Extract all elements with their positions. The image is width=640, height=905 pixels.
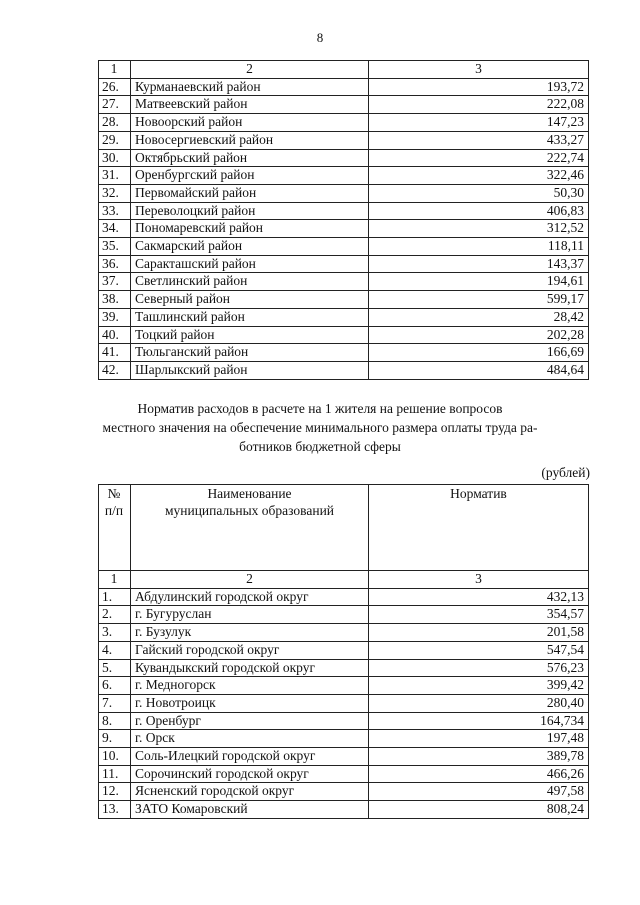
row-number: 32. bbox=[99, 184, 131, 202]
header-name-cell bbox=[131, 485, 369, 571]
row-name: Ясненский городской округ bbox=[131, 783, 369, 801]
row-number: 5. bbox=[99, 659, 131, 677]
column-number-1: 1 bbox=[99, 61, 131, 79]
table-row bbox=[99, 78, 589, 96]
row-name: Сорочинский городской округ bbox=[131, 765, 369, 783]
row-number: 36. bbox=[99, 255, 131, 273]
row-name: Новосергиевский район bbox=[131, 131, 369, 149]
row-value: 312,52 bbox=[369, 220, 589, 238]
row-name: Оренбургский район bbox=[131, 167, 369, 185]
row-name: Новоорский район bbox=[131, 114, 369, 132]
table-row bbox=[99, 238, 589, 256]
table-row bbox=[99, 361, 589, 379]
row-value: 28,42 bbox=[369, 308, 589, 326]
header-name-line: Наименование bbox=[207, 486, 292, 501]
row-name: г. Орск bbox=[131, 730, 369, 748]
row-number: 34. bbox=[99, 220, 131, 238]
table-row bbox=[99, 96, 589, 114]
row-value: 197,48 bbox=[369, 730, 589, 748]
row-number: 11. bbox=[99, 765, 131, 783]
table-row bbox=[99, 783, 589, 801]
page-number: 8 bbox=[316, 30, 324, 45]
table-row bbox=[99, 255, 589, 273]
row-name: Северный район bbox=[131, 291, 369, 309]
column-number-2: 2 bbox=[131, 61, 369, 79]
row-number: 31. bbox=[99, 167, 131, 185]
row-name: Курманаевский район bbox=[131, 78, 369, 96]
row-value: 222,08 bbox=[369, 96, 589, 114]
row-value: 484,64 bbox=[369, 361, 589, 379]
table-row bbox=[99, 167, 589, 185]
row-name: Тюльганский район bbox=[131, 344, 369, 362]
row-number: 1. bbox=[99, 588, 131, 606]
table-row bbox=[99, 624, 589, 642]
row-name: г. Оренбург bbox=[131, 712, 369, 730]
table-row bbox=[99, 308, 589, 326]
row-value: 193,72 bbox=[369, 78, 589, 96]
row-value: 202,28 bbox=[369, 326, 589, 344]
row-value: 222,74 bbox=[369, 149, 589, 167]
row-number: 39. bbox=[99, 308, 131, 326]
row-value: 322,46 bbox=[369, 167, 589, 185]
table-row bbox=[99, 677, 589, 695]
row-value: 406,83 bbox=[369, 202, 589, 220]
row-number: 29. bbox=[99, 131, 131, 149]
row-value: 599,17 bbox=[369, 291, 589, 309]
row-value: 808,24 bbox=[369, 801, 589, 819]
row-value: 399,42 bbox=[369, 677, 589, 695]
row-number: 9. bbox=[99, 730, 131, 748]
row-number: 6. bbox=[99, 677, 131, 695]
table-row bbox=[99, 220, 589, 238]
table-row bbox=[99, 114, 589, 132]
row-number: 33. bbox=[99, 202, 131, 220]
row-name: Шарлыкский район bbox=[131, 361, 369, 379]
row-number: 12. bbox=[99, 783, 131, 801]
header-norm-cell: Норматив bbox=[369, 485, 589, 571]
row-name: Сакмарский район bbox=[131, 238, 369, 256]
table-row bbox=[99, 131, 589, 149]
row-name: ЗАТО Комаровский bbox=[131, 801, 369, 819]
municipalities-table bbox=[98, 484, 589, 819]
header-number-symbol: № bbox=[107, 486, 121, 501]
table-row bbox=[99, 730, 589, 748]
table-row bbox=[99, 801, 589, 819]
row-name: г. Бугуруслан bbox=[131, 606, 369, 624]
table-row bbox=[99, 149, 589, 167]
row-number: 30. bbox=[99, 149, 131, 167]
row-name: Первомайский район bbox=[131, 184, 369, 202]
row-value: 50,30 bbox=[369, 184, 589, 202]
row-number: 4. bbox=[99, 641, 131, 659]
municipalities-table-body bbox=[99, 485, 589, 819]
row-name: Тоцкий район bbox=[131, 326, 369, 344]
table-row bbox=[99, 641, 589, 659]
column-number-row bbox=[99, 571, 589, 589]
row-value: 354,57 bbox=[369, 606, 589, 624]
row-number: 10. bbox=[99, 748, 131, 766]
row-value: 432,13 bbox=[369, 588, 589, 606]
column-number-3: 3 bbox=[369, 571, 589, 589]
row-value: 466,26 bbox=[369, 765, 589, 783]
row-name: г. Бузулук bbox=[131, 624, 369, 642]
table-header-row bbox=[99, 485, 589, 571]
table-row bbox=[99, 344, 589, 362]
row-name: Кувандыкский городской округ bbox=[131, 659, 369, 677]
row-number: 42. bbox=[99, 361, 131, 379]
header-number-abbr: п/п bbox=[104, 502, 124, 518]
row-number: 8. bbox=[99, 712, 131, 730]
table-row bbox=[99, 184, 589, 202]
header-name-line: муниципальных образований bbox=[164, 502, 335, 518]
heading-line: Норматив расходов в расчете на 1 жителя на решение вопросов bbox=[137, 401, 503, 416]
row-value: 280,40 bbox=[369, 694, 589, 712]
row-number: 13. bbox=[99, 801, 131, 819]
table-row bbox=[99, 202, 589, 220]
table-row bbox=[99, 273, 589, 291]
table-row bbox=[99, 606, 589, 624]
row-value: 164,734 bbox=[369, 712, 589, 730]
row-name: Пономаревский район bbox=[131, 220, 369, 238]
row-number: 2. bbox=[99, 606, 131, 624]
heading-line: ботников бюджетной сферы bbox=[239, 439, 401, 454]
column-number-2: 2 bbox=[131, 571, 369, 589]
section-heading bbox=[0, 399, 640, 456]
row-value: 118,11 bbox=[369, 238, 589, 256]
row-value: 194,61 bbox=[369, 273, 589, 291]
table-row bbox=[99, 712, 589, 730]
row-value: 547,54 bbox=[369, 641, 589, 659]
row-number: 37. bbox=[99, 273, 131, 291]
row-value: 201,58 bbox=[369, 624, 589, 642]
row-name: Переволоцкий район bbox=[131, 202, 369, 220]
districts-table bbox=[98, 60, 589, 380]
column-number-row bbox=[99, 61, 589, 79]
row-value: 389,78 bbox=[369, 748, 589, 766]
row-number: 27. bbox=[99, 96, 131, 114]
row-number: 28. bbox=[99, 114, 131, 132]
row-number: 41. bbox=[99, 344, 131, 362]
row-name: г. Новотроицк bbox=[131, 694, 369, 712]
row-number: 40. bbox=[99, 326, 131, 344]
row-name: Матвеевский район bbox=[131, 96, 369, 114]
row-value: 497,58 bbox=[369, 783, 589, 801]
column-number-3: 3 bbox=[369, 61, 589, 79]
row-value: 166,69 bbox=[369, 344, 589, 362]
row-name: Светлинский район bbox=[131, 273, 369, 291]
units-label: (рублей) bbox=[541, 465, 590, 480]
row-value: 576,23 bbox=[369, 659, 589, 677]
row-value: 433,27 bbox=[369, 131, 589, 149]
table-row bbox=[99, 659, 589, 677]
row-value: 147,23 bbox=[369, 114, 589, 132]
table-row bbox=[99, 291, 589, 309]
column-number-1: 1 bbox=[99, 571, 131, 589]
districts-table-body bbox=[99, 61, 589, 380]
table-row bbox=[99, 748, 589, 766]
table-row bbox=[99, 588, 589, 606]
table-row bbox=[99, 694, 589, 712]
row-number: 26. bbox=[99, 78, 131, 96]
row-number: 35. bbox=[99, 238, 131, 256]
row-name: г. Медногорск bbox=[131, 677, 369, 695]
row-name: Ташлинский район bbox=[131, 308, 369, 326]
heading-line: местного значения на обеспечение минимального размера оплаты труда ра- bbox=[102, 420, 538, 435]
row-name: Саракташский район bbox=[131, 255, 369, 273]
row-number: 38. bbox=[99, 291, 131, 309]
table-row bbox=[99, 765, 589, 783]
row-name: Гайский городской округ bbox=[131, 641, 369, 659]
table-row bbox=[99, 326, 589, 344]
row-name: Октябрьский район bbox=[131, 149, 369, 167]
row-name: Абдулинский городской округ bbox=[131, 588, 369, 606]
header-number-cell bbox=[99, 485, 131, 571]
row-value: 143,37 bbox=[369, 255, 589, 273]
row-number: 7. bbox=[99, 694, 131, 712]
row-name: Соль-Илецкий городской округ bbox=[131, 748, 369, 766]
row-number: 3. bbox=[99, 624, 131, 642]
